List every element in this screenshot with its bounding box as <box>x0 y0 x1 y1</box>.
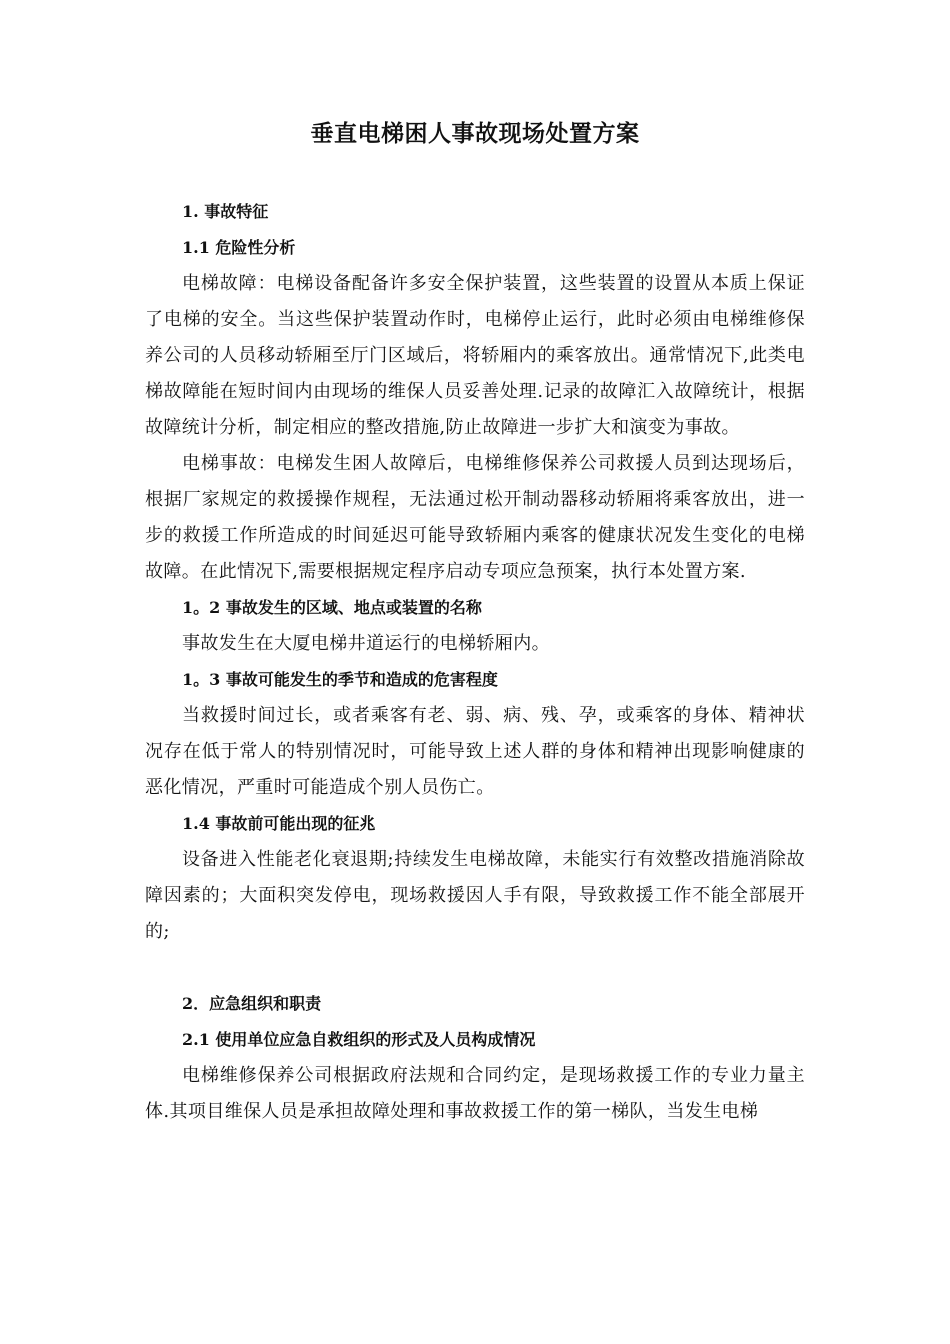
blank-line <box>145 950 805 986</box>
section-heading: 1. 事故特征 <box>182 202 269 221</box>
body-paragraph: 电梯故障：电梯设备配备许多安全保护装置，这些装置的设置从本质上保证了电梯的安全。当这些保护装置动作时，电梯停止运行，此时必须由电梯维修保养公司的人员移动轿厢至厅门区域后，将轿厢内的乘客放出。通常情况下,此类电梯故障能在短时间内由现场的维保人员妥善处理.记录的故障汇入故障统计，根据故障统计分析，制定相应的整改措施,防止故障进一步扩大和演变为事故。 <box>145 273 805 438</box>
subsection-heading: 1.4 事故前可能出现的征兆 <box>182 814 376 833</box>
body-paragraph: 当救援时间过长，或者乘客有老、弱、病、残、孕，或乘客的身体、精神状况存在低于常人的特别情况时，可能导致上述人群的身体和精神出现影响健康的恶化情况，严重时可能造成个别人员伤亡。 <box>145 705 805 798</box>
subsection-heading: 1。2 事故发生的区域、地点或装置的名称 <box>182 598 482 617</box>
document-body <box>145 194 805 1130</box>
subsection-heading: 2.1 使用单位应急自救组织的形式及人员构成情况 <box>182 1030 536 1049</box>
section-1 <box>145 194 805 950</box>
subsection-heading: 1。3 事故可能发生的季节和造成的危害程度 <box>182 670 498 689</box>
section-2 <box>145 986 805 1130</box>
body-paragraph: 电梯维修保养公司根据政府法规和合同约定，是现场救援工作的专业力量主体.其项目维保人员是承担故障处理和事故救援工作的第一梯队，当发生电梯 <box>145 1065 805 1122</box>
document-title: 垂直电梯困人事故现场处置方案 <box>310 120 640 147</box>
body-paragraph: 事故发生在大厦电梯井道运行的电梯轿厢内。 <box>182 633 550 654</box>
subsection-heading: 1.1 危险性分析 <box>182 238 296 257</box>
body-paragraph: 电梯事故：电梯发生困人故障后，电梯维修保养公司救援人员到达现场后，根据厂家规定的救援操作规程，无法通过松开制动器移动轿厢将乘客放出，进一步的救援工作所造成的时间延迟可能导致轿厢内乘客的健康状况发生变化的电梯故障。在此情况下,需要根据规定程序启动专项应急预案，执行本处置方案. <box>145 453 805 582</box>
body-paragraph: 设备进入性能老化衰退期;持续发生电梯故障，未能实行有效整改措施消除故障因素的；大面积突发停电，现场救援因人手有限，导致救援工作不能全部展开的; <box>145 849 805 942</box>
section-heading: 2．应急组织和职责 <box>182 994 322 1013</box>
